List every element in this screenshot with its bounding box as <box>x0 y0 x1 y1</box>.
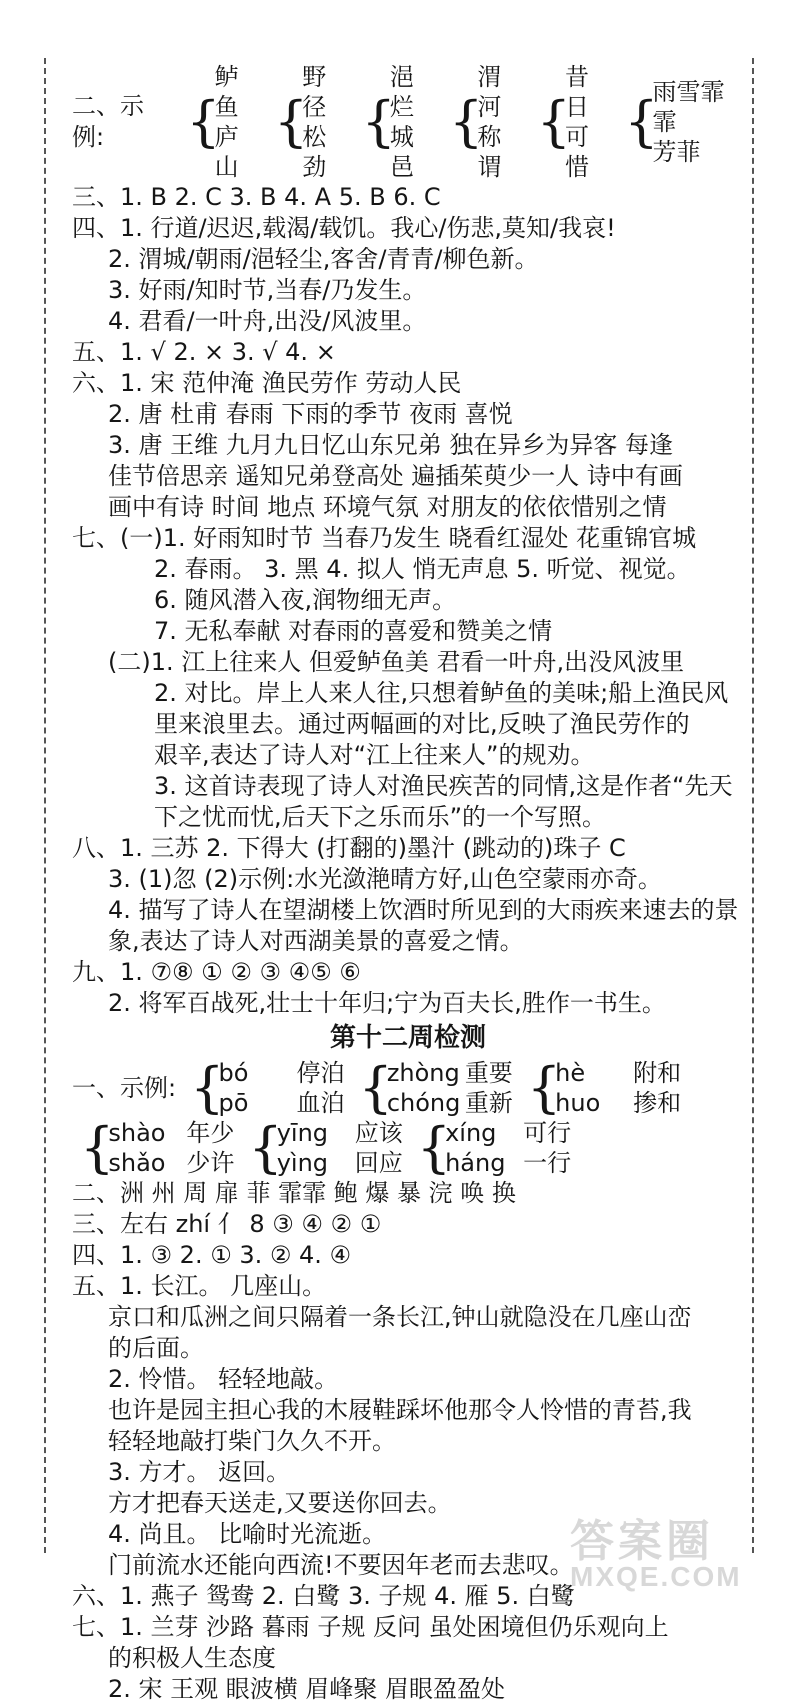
pair-word-top: 昔日 <box>564 63 589 121</box>
section-1-examples-row-1 <box>72 1058 744 1118</box>
answer-line: 下之忧而忧,后天下之乐而乐”的一个写照。 <box>154 803 607 831</box>
brace-glyph: { <box>449 90 484 153</box>
word: 重新 <box>464 1089 513 1117</box>
brace-glyph: { <box>186 90 221 153</box>
answer-line: 里来浪里去。通过两幅画的对比,反映了渔民劳作的 <box>154 710 690 738</box>
pinyin-row-bottom <box>445 1148 571 1178</box>
pair-word-bottom: 芳菲 <box>652 138 701 166</box>
answer-line: 2. 将军百战死,壮士十年归;宁为百夫长,胜作一书生。 <box>108 989 666 1017</box>
answer-line: 2. 唐 杜甫 春雨 下雨的季节 夜雨 喜悦 <box>108 400 513 428</box>
pinyin-row-bottom <box>277 1148 403 1178</box>
answer-line: 三、1. B 2. C 3. B 4. A 5. B 6. C <box>72 183 441 211</box>
answer-line: 七、1. 兰芽 沙路 暮雨 子规 反问 虽处困境但仍乐观向上 <box>72 1613 669 1641</box>
pair-word-top: 野径 <box>302 63 327 121</box>
answer-line: 7. 无私奉献 对春雨的喜爱和赞美之情 <box>154 617 553 645</box>
pinyin-row-top <box>108 1118 234 1148</box>
pinyin-row-top <box>555 1058 681 1088</box>
example-pair <box>361 62 435 182</box>
answer-line: 象,表达了诗人对西湖美景的喜爱之情。 <box>108 927 524 955</box>
answer-line: 的后面。 <box>108 1334 204 1362</box>
answer-line: 4. 尚且。 比喻时光流逝。 <box>108 1520 387 1548</box>
pinyin: háng <box>445 1149 506 1177</box>
brace-glyph: { <box>190 1056 225 1119</box>
pinyin-row-bottom <box>555 1088 681 1118</box>
pair-word-top: 渭河 <box>477 63 502 121</box>
answer-line: 艰辛,表达了诗人对“江上往来人”的规劝。 <box>154 741 595 769</box>
answer-line: 轻轻地敲打柴门久久不开。 <box>108 1427 396 1455</box>
answer-line: 九、1. ⑦⑧ ① ② ③ ④⑤ ⑥ <box>72 958 361 986</box>
answer-line: 3. 好雨/知时节,当春/乃发生。 <box>108 276 427 304</box>
answer-line: 三、左右 zhí 亻 8 ③ ④ ② ① <box>72 1210 382 1238</box>
pinyin: bó <box>218 1059 249 1087</box>
brace-glyph: { <box>248 1116 283 1179</box>
section-1-examples-row-2 <box>72 1118 744 1178</box>
answer-line: 四、1. 行道/迟迟,载渴/载饥。我心/伤悲,莫知/我哀! <box>72 214 616 242</box>
example-pair <box>449 62 523 182</box>
answer-line: 五、1. √ 2. × 3. √ 4. × <box>72 338 336 366</box>
pinyin-pair <box>190 1058 344 1118</box>
answer-lines-b <box>72 1178 744 1705</box>
example-pair <box>537 62 611 182</box>
pair-word-top: 鲈鱼 <box>214 63 239 121</box>
pinyin: yìng <box>276 1149 329 1177</box>
pair-word-bottom: 称谓 <box>477 123 502 181</box>
word: 少许 <box>186 1149 235 1177</box>
right-dashed-rule <box>752 58 754 1553</box>
answer-line: 2. 渭城/朝雨/浥轻尘,客舍/青青/柳色新。 <box>108 245 539 273</box>
brace-glyph: { <box>358 1056 393 1119</box>
pinyin-pair <box>527 1058 681 1118</box>
answer-line: 四、1. ③ 2. ① 3. ② 4. ④ <box>72 1241 352 1269</box>
answer-line: (二)1. 江上往来人 但爱鲈鱼美 君看一叶舟,出没风波里 <box>108 648 685 676</box>
answer-line: 的积极人生态度 <box>108 1644 276 1672</box>
pinyin: zhòng <box>386 1059 460 1087</box>
pinyin-row-bottom <box>218 1088 344 1118</box>
answer-line: 6. 随风潜入夜,润物细无声。 <box>154 586 457 614</box>
answer-line: 方才把春天送走,又要送你回去。 <box>108 1489 452 1517</box>
answer-line: 京口和瓜洲之间只隔着一条长江,钟山就隐没在几座山峦 <box>108 1303 692 1331</box>
word: 掺和 <box>633 1089 682 1117</box>
pair-word-top: 雨雪霏霏 <box>652 78 725 136</box>
brace-glyph: { <box>416 1116 452 1179</box>
word: 可行 <box>523 1119 572 1147</box>
section-2-examples <box>72 62 744 182</box>
pinyin-row-bottom <box>108 1148 234 1178</box>
left-dashed-rule <box>44 58 46 1553</box>
answer-line: 3. 方才。 返回。 <box>108 1458 291 1486</box>
pair-word-bottom: 庐山 <box>214 123 239 181</box>
word: 一行 <box>523 1149 572 1177</box>
watermark-title: 答案圈 <box>570 1516 714 1567</box>
word: 附和 <box>633 1059 682 1087</box>
answer-line: 二、洲 州 周 扉 菲 霏霏 鲍 爆 暴 浣 唤 换 <box>72 1179 516 1207</box>
answer-line: 六、1. 燕子 鸳鸯 2. 白鹭 3. 子规 4. 雁 5. 白鹭 <box>72 1582 575 1610</box>
answer-line: 3. 唐 王维 九月九日忆山东兄弟 独在异乡为异客 每逢 <box>108 431 674 459</box>
pinyin: xíng <box>445 1119 497 1147</box>
pinyin: pō <box>218 1089 249 1117</box>
example-pair <box>624 77 744 167</box>
pinyin: chóng <box>386 1089 461 1117</box>
pinyin: hè <box>555 1059 586 1087</box>
answer-line: 2. 春雨。 3. 黑 4. 拟人 悄无声息 5. 听觉、视觉。 <box>154 555 691 583</box>
answer-line: 画中有诗 时间 地点 环境气氛 对朋友的依依惜别之情 <box>108 493 667 521</box>
word: 应该 <box>354 1119 403 1147</box>
word: 停泊 <box>296 1059 345 1087</box>
word: 年少 <box>186 1119 235 1147</box>
watermark-logo <box>540 1505 770 1595</box>
pair-word-bottom: 可惜 <box>564 123 589 181</box>
section-1-prefix: 一、示例: <box>72 1073 177 1102</box>
brace-glyph: { <box>80 1116 115 1179</box>
answer-line: 佳节倍思亲 遥知兄弟登高处 遍插茱萸少一人 诗中有画 <box>108 462 683 490</box>
pinyin-row-top <box>277 1118 403 1148</box>
pinyin: huo <box>555 1089 601 1117</box>
word: 血泊 <box>296 1089 345 1117</box>
pinyin-pair <box>248 1118 402 1178</box>
answer-line: 2. 宋 王观 眼波横 眉峰聚 眉眼盈盈处 <box>108 1675 506 1703</box>
pinyin: yīng <box>276 1119 329 1147</box>
answer-line: 3. (1)忽 (2)示例:水光潋滟晴方好,山色空蒙雨亦奇。 <box>108 865 662 893</box>
pinyin-pair <box>358 1058 512 1118</box>
word: 重要 <box>464 1059 513 1087</box>
answer-line: 六、1. 宋 范仲淹 渔民劳作 劳动人民 <box>72 369 462 397</box>
pair-word-bottom: 城邑 <box>389 123 414 181</box>
answer-lines-a <box>72 182 744 1019</box>
answer-line: 4. 描写了诗人在望湖楼上饮酒时所见到的大雨疾来速去的景 <box>108 896 739 924</box>
pair-word-top: 浥烂 <box>389 63 414 121</box>
brace-glyph: { <box>624 90 659 153</box>
brace-glyph: { <box>273 90 309 153</box>
answer-line: 七、(一)1. 好雨知时节 当春乃发生 晓看红湿处 花重锦官城 <box>72 524 697 552</box>
pinyin: shǎo <box>108 1149 166 1177</box>
section-2-prefix: 二、示例: <box>72 92 144 151</box>
pinyin-row-top <box>387 1058 513 1088</box>
answer-line: 2. 怜惜。 轻轻地敲。 <box>108 1365 339 1393</box>
answer-line: 门前流水还能向西流!不要因年老而去悲叹。 <box>108 1551 574 1579</box>
answer-line: 4. 君看/一叶舟,出没/风波里。 <box>108 307 427 335</box>
pinyin-pair <box>417 1118 571 1178</box>
section-heading: 第十二周检测 <box>329 1023 486 1053</box>
answer-key-content <box>72 62 744 1705</box>
answer-line: 也许是园主担心我的木屐鞋踩坏他那令人怜惜的青苔,我 <box>108 1396 692 1424</box>
brace-glyph: { <box>536 90 571 153</box>
pinyin-row-bottom <box>387 1088 513 1118</box>
answer-line: 3. 这首诗表现了诗人对渔民疾苦的同情,这是作者“先天 <box>154 772 733 800</box>
pinyin-row-top <box>218 1058 344 1088</box>
pair-word-bottom: 松劲 <box>302 123 327 181</box>
word: 回应 <box>354 1149 403 1177</box>
example-pair <box>186 62 260 182</box>
answer-line: 八、1. 三苏 2. 下得大 (打翻的)墨汁 (跳动的)珠子 C <box>72 834 626 862</box>
brace-glyph: { <box>526 1056 562 1119</box>
watermark-url: MXQE.COM <box>570 1561 742 1592</box>
answer-line: 2. 对比。岸上人来人往,只想着鲈鱼的美味;船上渔民风 <box>154 679 729 707</box>
pinyin-pair <box>80 1118 234 1178</box>
brace-glyph: { <box>361 90 396 153</box>
answer-line: 五、1. 长江。 几座山。 <box>72 1272 327 1300</box>
example-pair <box>274 62 348 182</box>
pinyin: shào <box>108 1119 166 1147</box>
pinyin-row-top <box>445 1118 571 1148</box>
